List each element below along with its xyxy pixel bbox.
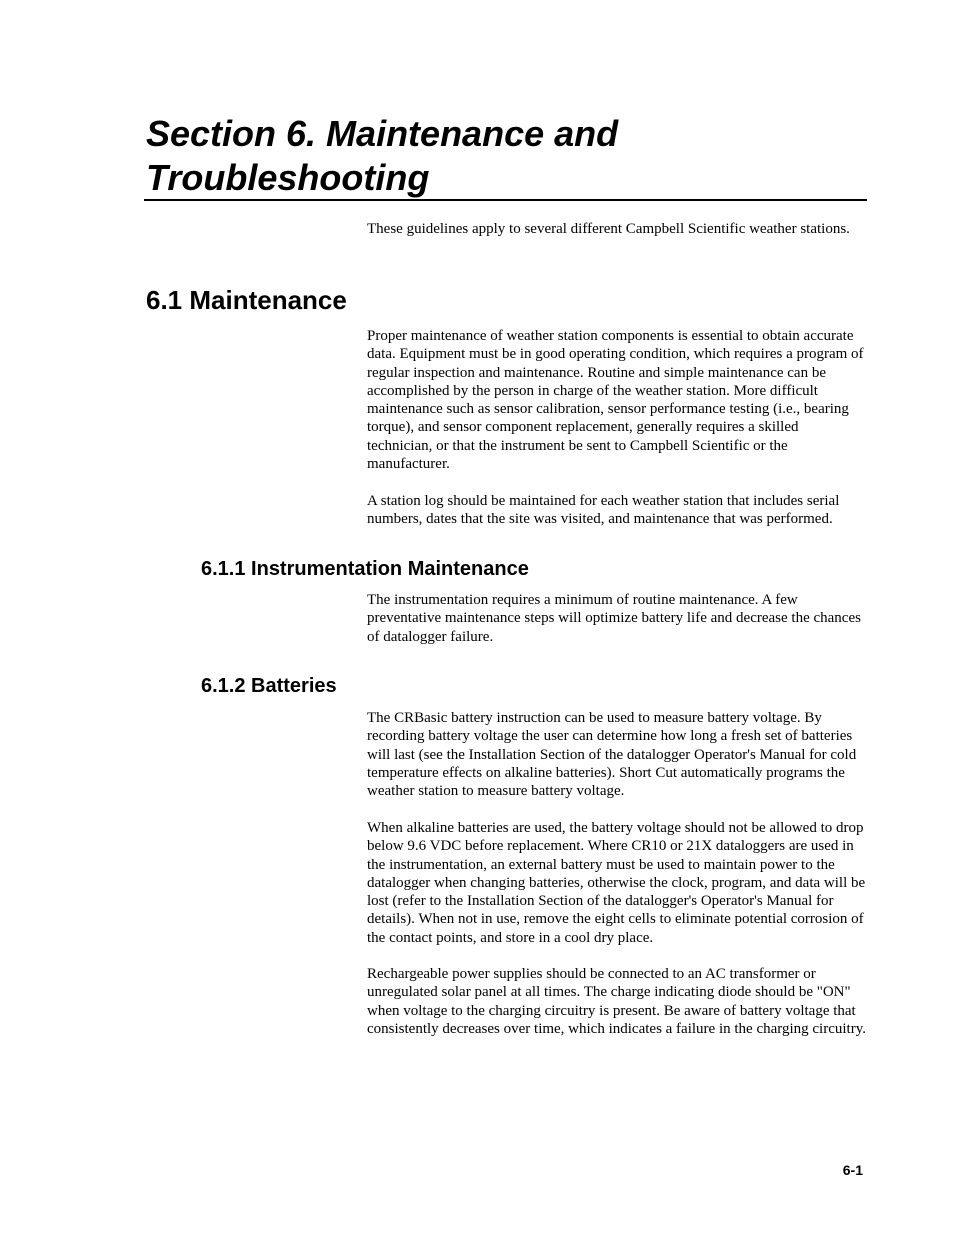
page-number: 6-1 (842, 1162, 863, 1178)
batteries-paragraph-1: The CRBasic battery instruction can be used to measure battery voltage. By recording battery voltage the user can determine how long a fresh set of batteries will last (see the Installation Section of the datalogger Operator's Manual for cold temperature effects on alkaline batteries). Short Cut automatically programs the weather station to measure battery voltage. (367, 710, 857, 800)
intro-paragraph: These guidelines apply to several different Campbell Scientific weather stations. (367, 221, 850, 237)
maintenance-paragraph-1: Proper maintenance of weather station components is essential to obtain accurate data. Equipment must be in good operating condition, which requires a program of regular inspection and maintenance. Routine and simple maintenance can be accomplished by the person in charge of the weather station. More difficult maintenance such as sensor calibration, sensor performance testing (i.e., bearing torque), and sensor component replacement, generally requires a skilled technician, or that the instrument be sent to Campbell Scientific or the manufacturer. (367, 328, 864, 473)
maintenance-paragraph-2: A station log should be maintained for each weather station that includes serial numbers, dates that the site was visited, and maintenance that was performed. (367, 493, 840, 528)
heading-instrumentation-maintenance: 6.1.1 Instrumentation Maintenance (201, 558, 529, 580)
heading-batteries: 6.1.2 Batteries (201, 675, 337, 697)
title-rule (144, 199, 867, 201)
section-title-line-1: Section 6. Maintenance and (146, 113, 619, 154)
heading-maintenance: 6.1 Maintenance (146, 285, 347, 315)
batteries-paragraph-2: When alkaline batteries are used, the battery voltage should not be allowed to drop below 9.6 VDC before replacement. Where CR10 or 21X dataloggers are used in the instrumentation, an external battery must be used to maintain power to the datalogger when changing batteries, otherwise the clock, program, and data will be lost (refer to the Installation Section of the datalogger's Operator's Manual for details). When not in use, remove the eight cells to eliminate potential corrosion of the contact points, and store in a cool dry place. (367, 820, 866, 946)
section-title-line-2: Troubleshooting (146, 157, 430, 198)
batteries-paragraph-3: Rechargeable power supplies should be connected to an AC transformer or unregulated solar panel at all times. The charge indicating diode should be "ON" when voltage to the charging circuitry is present. Be aware of battery voltage that consistently decreases over time, which indicates a failure in the charging circuitry. (367, 966, 866, 1037)
section-title (146, 112, 866, 200)
instrumentation-paragraph-1: The instrumentation requires a minimum of routine maintenance. A few preventative maintenance steps will optimize battery life and decrease the chances of datalogger failure. (367, 592, 861, 645)
